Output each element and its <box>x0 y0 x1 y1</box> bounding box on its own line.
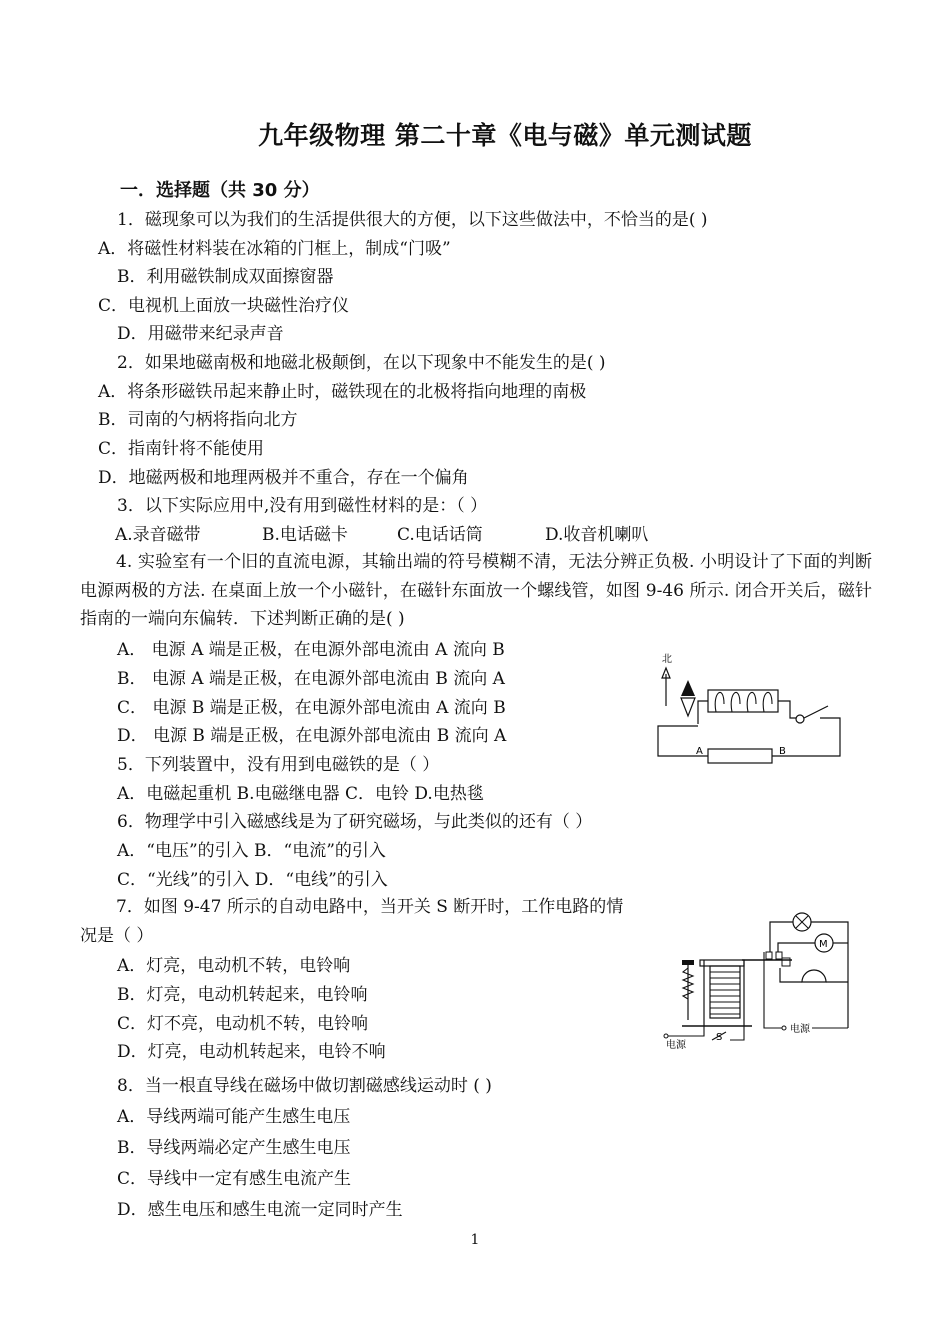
figure-9-46-circuit <box>652 648 850 768</box>
compass-needle-icon <box>681 680 695 696</box>
question-2-option-a: A．将条形磁铁吊起来静止时，磁铁现在的北极将指向地理的南极 <box>98 382 587 402</box>
question-2-option-d: D．地磁两极和地理两极并不重合，存在一个偏角 <box>98 468 469 488</box>
power-right-label: 电源 <box>790 1024 810 1035</box>
motor-label: M <box>819 939 828 950</box>
question-3-option-a: A.录音磁带 <box>115 525 201 545</box>
question-1-option-b: B．利用磁铁制成双面擦窗器 <box>117 267 334 287</box>
figure-9-47-relay-circuit <box>660 908 856 1054</box>
question-8-stem: 8．当一根直导线在磁场中做切割磁感线运动时 ( ) <box>117 1076 492 1096</box>
question-4-stem: 4. 实验室有一个旧的直流电源，其输出端的符号模糊不清，无法分辨正负极. 小明设计了下面的判断电源两极的方法. 在桌面上放一个小磁针，在磁针东面放一个螺线管，如图 9-46 所示. 闭合开关后，磁针指南的一端向东偏转．下述判断正确的是( ) <box>80 552 872 630</box>
question-2-option-c: C．指南针将不能使用 <box>98 439 265 459</box>
question-8-option-d: D．感生电压和感生电流一定同时产生 <box>117 1200 403 1220</box>
question-1-option-d: D．用磁带来纪录声音 <box>117 324 284 344</box>
terminal-b-label: B <box>779 746 786 757</box>
question-7-option-d: D．灯亮，电动机转起来，电铃不响 <box>117 1042 386 1062</box>
switch-icon <box>804 706 828 718</box>
question-3-option-b: B.电话磁卡 <box>262 525 348 545</box>
question-7-option-a: A．灯亮，电动机不转，电铃响 <box>117 956 351 976</box>
question-5-options: A．电磁起重机 B.电磁继电器 C．电铃 D.电热毯 <box>117 784 484 804</box>
question-7-stem: 7．如图 9-47 所示的自动电路中，当开关 S 断开时，工作电路的情况是（ ） <box>80 897 624 946</box>
question-1-option-a: A．将磁性材料装在冰箱的门框上，制成“门吸” <box>98 239 451 259</box>
question-8-option-b: B．导线两端必定产生感生电压 <box>117 1138 351 1158</box>
question-4-option-a: A． 电源 A 端是正极，在电源外部电流由 A 流向 B <box>117 640 505 660</box>
question-6-stem: 6．物理学中引入磁感线是为了研究磁场，与此类似的还有（ ） <box>117 812 593 832</box>
question-6-options-ab: A．“电压”的引入 B．“电流”的引入 <box>117 841 386 861</box>
question-4-option-d: D． 电源 B 端是正极，在电源外部电流由 B 流向 A <box>117 726 507 746</box>
question-3-option-c: C.电话话筒 <box>397 525 483 545</box>
power-left-label: 电源 <box>666 1040 686 1051</box>
question-3-option-d: D.收音机喇叭 <box>545 525 649 545</box>
page-title: 九年级物理 第二十章《电与磁》单元测试题 <box>258 121 752 150</box>
north-label: 北 <box>662 654 672 665</box>
bell-icon <box>802 970 826 982</box>
question-3-stem: 3．以下实际应用中,没有用到磁性材料的是：（ ） <box>117 496 488 516</box>
question-2-stem: 2．如果地磁南极和地磁北极颠倒，在以下现象中不能发生的是( ) <box>117 353 606 373</box>
question-7-option-c: C．灯不亮，电动机不转，电铃响 <box>117 1014 369 1034</box>
question-1-option-c: C．电视机上面放一块磁性治疗仪 <box>98 296 350 316</box>
question-7-option-b: B．灯亮，电动机转起来，电铃响 <box>117 985 368 1005</box>
question-8-option-c: C．导线中一定有感生电流产生 <box>117 1169 352 1189</box>
question-5-stem: 5．下列装置中，没有用到电磁铁的是（ ） <box>117 755 440 775</box>
question-4-option-c: C． 电源 B 端是正极，在电源外部电流由 A 流向 B <box>117 698 506 718</box>
question-6-options-cd: C．“光线”的引入 D．“电线”的引入 <box>117 870 388 890</box>
question-8-option-a: A．导线两端可能产生感生电压 <box>117 1107 351 1127</box>
power-source <box>708 749 772 763</box>
terminal-a-label: A <box>696 746 703 757</box>
page-number: 1 <box>470 1232 480 1248</box>
question-2-option-b: B．司南的勺柄将指向北方 <box>98 410 298 430</box>
section-heading: 一．选择题（共 30 分） <box>120 180 320 201</box>
switch-s-label: S <box>716 1032 723 1043</box>
electromagnet-coil <box>710 966 740 1018</box>
question-1-stem: 1．磁现象可以为我们的生活提供很大的方便，以下这些做法中，不恰当的是( ) <box>117 210 708 230</box>
question-4-option-b: B． 电源 A 端是正极，在电源外部电流由 B 流向 A <box>117 669 505 689</box>
